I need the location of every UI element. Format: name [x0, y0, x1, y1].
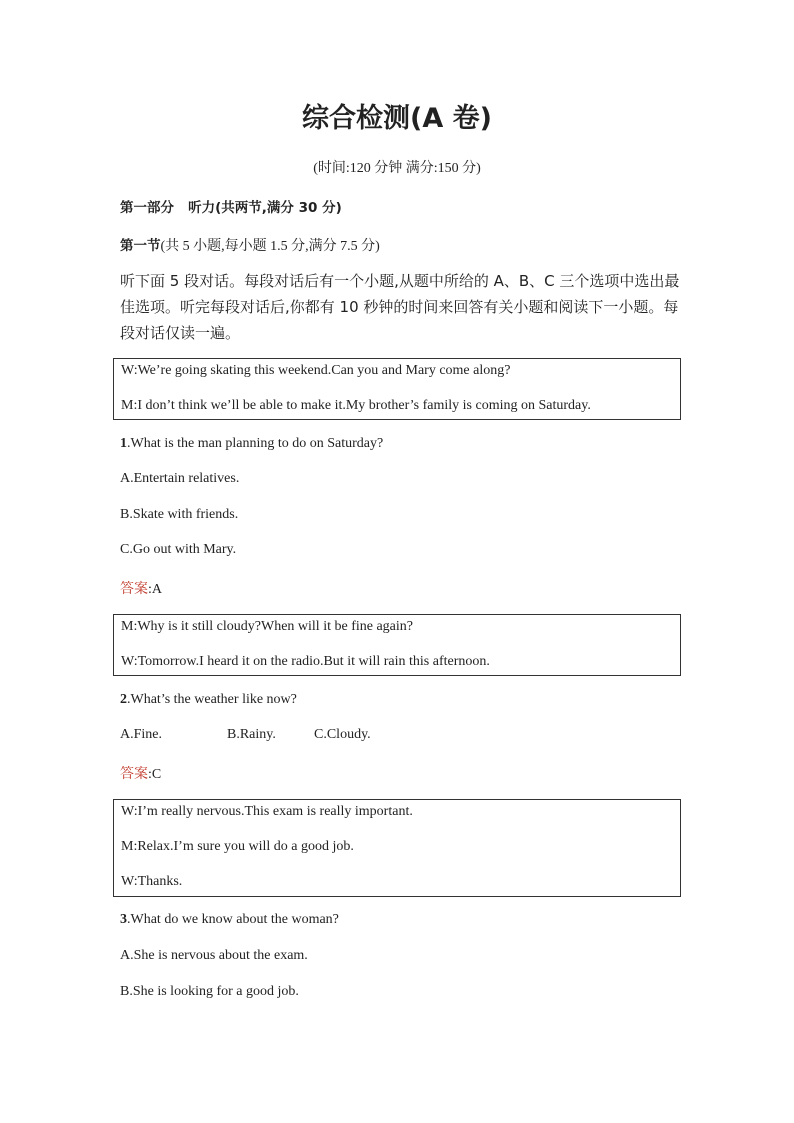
section1-label: 第一节: [120, 238, 161, 254]
option-b: B.Skate with friends.: [120, 507, 239, 522]
options-row-2: [120, 727, 371, 743]
listening-instructions: 听下面 5 段对话。每段对话后有一个小题,从题中所给的 A、B、C 三个选项中选出最佳选项。听完每段对话后,你都有 10 秒钟的时间来回答有关小题和阅读下一小题。每段对话仅读一遍。: [120, 272, 680, 342]
exam-time-info: (时间:120 分钟 满分:150 分): [313, 161, 481, 176]
part1-label: 第一部分: [120, 200, 174, 216]
question-text: .What is the man planning to do on Saturday?: [127, 436, 384, 451]
option-b: B.She is looking for a good job.: [120, 984, 299, 999]
dialogue-line: W:We’re going skating this weekend.Can you and Mary come along?: [121, 363, 511, 378]
answer-value: :A: [148, 582, 162, 597]
question-1: [120, 436, 383, 452]
option-a: A.She is nervous about the exam.: [120, 948, 308, 963]
question-text: .What’s the weather like now?: [127, 692, 297, 707]
option-c: C.Cloudy.: [314, 727, 371, 742]
question-number: 1: [120, 436, 127, 451]
answer-value: :C: [148, 767, 162, 782]
section1-heading: [120, 234, 380, 255]
answer-label: 答案: [120, 766, 148, 782]
page-title: 综合检测(A 卷): [302, 103, 492, 134]
question-2: [120, 692, 297, 708]
question-text: .What do we know about the woman?: [127, 912, 339, 927]
dialogue-box-1: [113, 358, 681, 420]
option-a: A.Entertain relatives.: [120, 471, 240, 486]
question-number: 3: [120, 912, 127, 927]
answer-label: 答案: [120, 581, 148, 597]
option-a: A.Fine.: [120, 727, 162, 742]
option-b: B.Rainy.: [227, 727, 276, 742]
dialogue-box-3: [113, 799, 681, 897]
dialogue-line: M:Why is it still cloudy?When will it be fine again?: [121, 619, 413, 634]
dialogue-line: M:I don’t think we’ll be able to make it.My brother’s family is coming on Saturday.: [121, 398, 591, 413]
dialogue-line: W:Thanks.: [121, 874, 183, 889]
question-number: 2: [120, 692, 127, 707]
section1-title: (共 5 小题,每小题 1.5 分,满分 7.5 分): [160, 239, 380, 254]
option-c: C.Go out with Mary.: [120, 542, 237, 557]
dialogue-box-2: [113, 614, 681, 676]
answer-1: [120, 578, 162, 598]
dialogue-line: M:Relax.I’m sure you will do a good job.: [121, 839, 354, 854]
dialogue-line: W:Tomorrow.I heard it on the radio.But it will rain this afternoon.: [121, 654, 490, 669]
part1-title: 听力(共两节,满分 30 分): [188, 200, 342, 216]
dialogue-line: W:I’m really nervous.This exam is really important.: [121, 804, 413, 819]
part1-heading: [120, 196, 342, 216]
answer-2: [120, 763, 161, 783]
question-3: [120, 912, 339, 928]
